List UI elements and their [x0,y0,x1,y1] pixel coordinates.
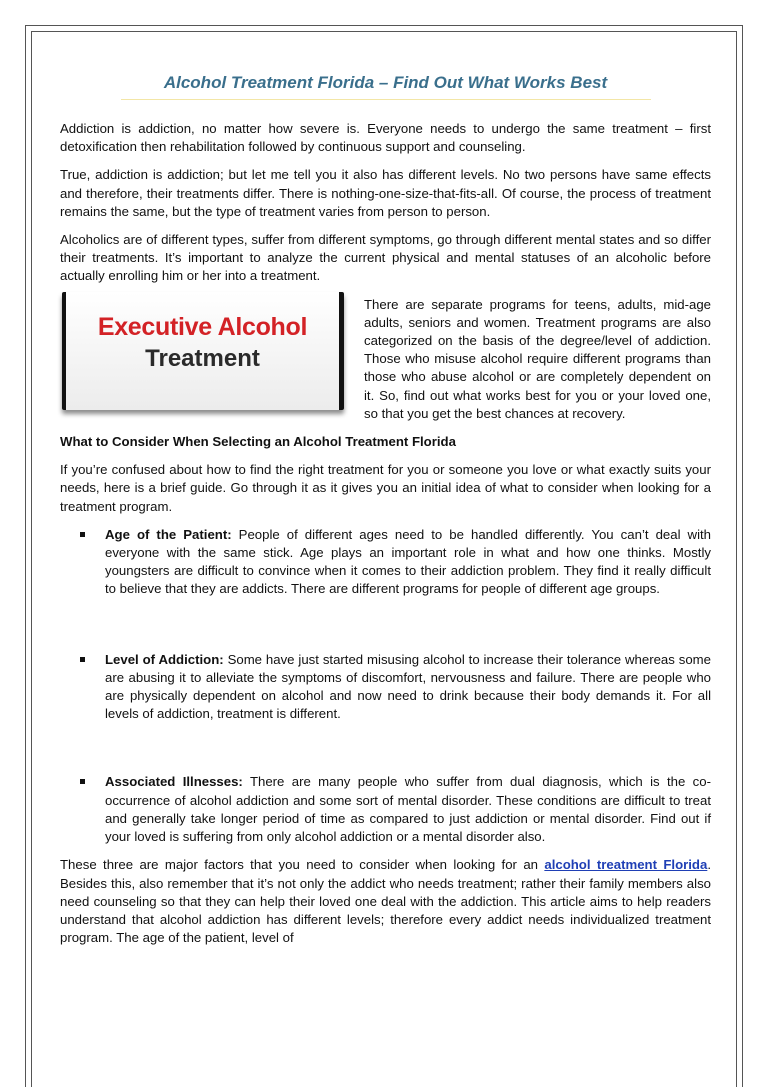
paragraph-programs: There are separate programs for teens, adults, mid-age adults, seniors and women. Treatment programs are also categorized on the basis of the degree/level of addiction. Those who misuse alcohol require different programs than those who abuse alcohol or are completely dependent on it. So, find out what works best for you or your loved one, so that you get the best chances at recovery. [364,296,711,421]
list-item-label: Age of the Patient: [105,526,232,542]
image-card [62,292,344,410]
paragraph-types: Alcoholics are of different types, suffer from different symptoms, go through different mental states and so differ their treatments. It’s important to analyze the current physical and mental statuses of an alcoholic before actually enrolling him or her into a treatment. [60,232,711,284]
list-item-label: Associated Illnesses: [105,774,243,790]
page-title: Alcohol Treatment Florida – Find Out What Works Best [163,73,608,92]
bullet-square-icon [80,532,85,537]
list-item-label: Level of Addiction: [105,651,224,667]
closing-text-end: . Besides this, also remember that it’s not only the addict who needs treatment; rather their family members also need counseling so that they can help their loved one deal with the addiction. This article aims to help readers understand that alcohol addiction has different levels; therefore every addict needs individualized treatment program. The age of the patient, level of [60,857,711,946]
document-body [60,72,711,957]
alcohol-treatment-florida-link[interactable]: alcohol treatment Florida [544,857,708,873]
image-text-line1: Executive Alcohol [97,312,308,341]
list-item-level [60,651,711,724]
list-item-illnesses [60,773,711,846]
paragraph-levels: True, addiction is addiction; but let me tell you it also has different levels. No two persons have same effects and therefore, their treatments differ. There is nothing-one-size-that-fits-all. Of course, the process of treatment remains the same, but the type of treatment varies from person to person. [60,167,711,219]
bullet-square-icon [80,779,85,784]
list-item-text: Some have just started misusing alcohol to increase their tolerance whereas some are abusing it to alleviate the symptoms of discomfort, nervousness and failure. There are people who are physically dependent on alcohol and now need to drink because their body demands it. For all levels of addiction, treatment is different. [105,651,711,722]
title-underline [121,99,651,100]
image-text-line2: Treatment [145,344,260,372]
factors-list [60,526,711,846]
closing-text-start: These three are major factors that you need to consider when looking for an [60,857,545,873]
section-heading: What to Consider When Selecting an Alcohol Treatment Florida [60,434,456,450]
paragraph-guide: If you’re confused about how to find the right treatment for you or someone you love or what exactly suits your needs, here is a brief guide. Go through it as it gives you an initial idea of what to consider when looking for a treatment program. [60,462,711,514]
executive-alcohol-treatment-image [62,292,350,414]
list-item-text: People of different ages need to be handled differently. You can’t deal with everyone with the same stick. Age plays an important role in what and how one thinks. Mostly youngsters are difficult to convince when it comes to their addiction problem. They find it really difficult to believe that they are addicts. There are different programs for people of different age groups. [105,526,712,597]
bullet-square-icon [80,657,85,662]
list-item-age [60,526,711,599]
paragraph-intro: Addiction is addiction, no matter how severe is. Everyone needs to undergo the same treatment – first detoxification then rehabilitation followed by continuous support and counseling. [60,121,711,155]
paragraph-closing [60,856,711,947]
list-item-text: There are many people who suffer from dual diagnosis, which is the co-occurrence of alcohol addiction and some sort of mental disorder. These conditions are difficult to treat and generally take longer period of time as compared to just addiction or mental disorder. Find out if your loved is suffering from only alcohol addiction or a mental disorder also. [105,774,711,845]
